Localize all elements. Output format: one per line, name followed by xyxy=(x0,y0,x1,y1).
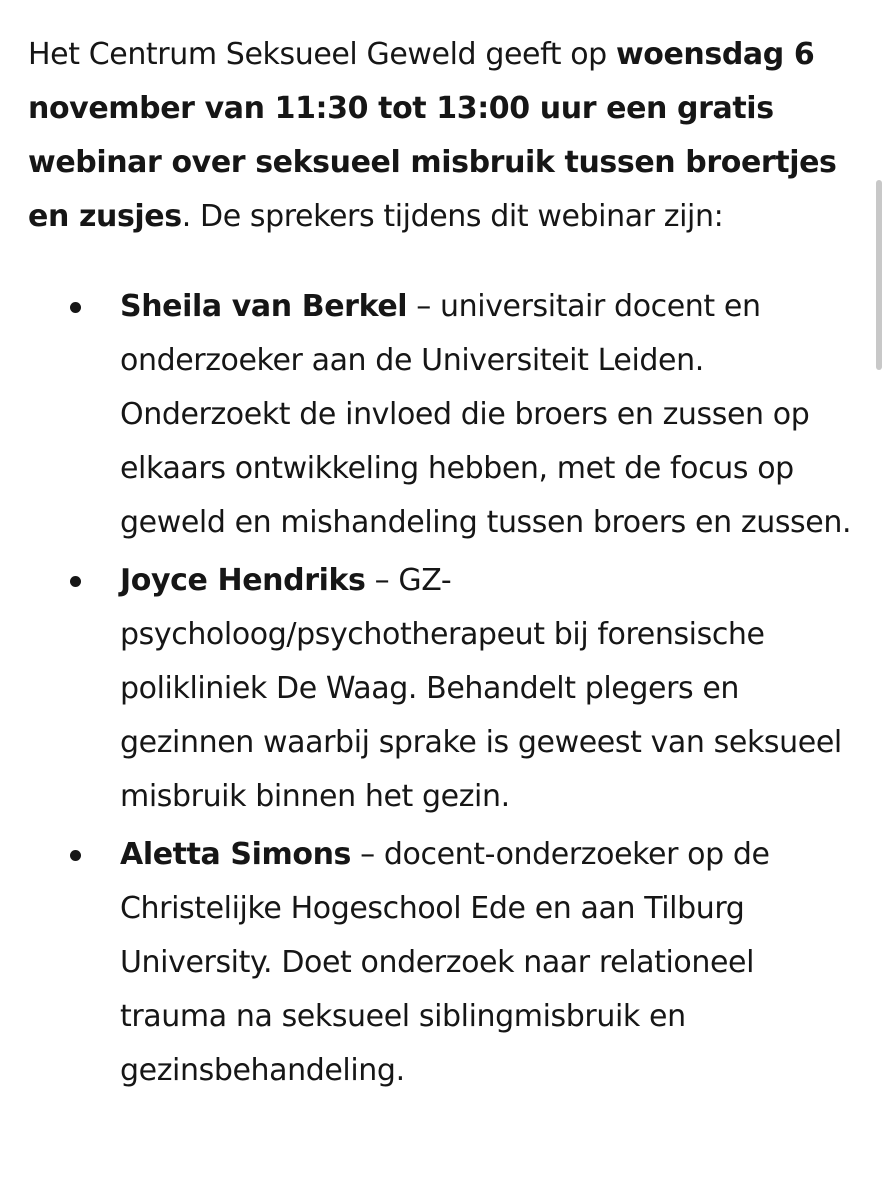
speaker-description: – docent-onderzoeker op de Christelijke Hogeschool Ede en aan Tilburg University. Doet onderzoek naar relationeel trauma na seksueel siblingmisbruik en gezinsbehandeling. xyxy=(120,837,770,1088)
event-details: woensdag 6 november van 11:30 tot 13:00 uur een gratis webinar over seksueel misbruik tussen broertjes en zusjes xyxy=(28,37,837,234)
bullet-icon xyxy=(70,850,81,861)
list-item xyxy=(120,280,863,550)
speaker-name: Sheila van Berkel xyxy=(120,289,408,324)
list-item xyxy=(120,828,863,1098)
intro-paragraph xyxy=(28,28,863,244)
intro-text-end: . De sprekers tijdens dit webinar zijn: xyxy=(181,199,724,234)
speaker-description: – GZ-psycholoog/psychotherapeut bij forensische polikliniek De Waag. Behandelt plegers en gezinnen waarbij sprake is geweest van seksueel misbruik binnen het gezin. xyxy=(120,563,842,814)
speaker-list xyxy=(28,280,863,1098)
speaker-name: Joyce Hendriks xyxy=(120,563,366,598)
intro-text: Het Centrum Seksueel Geweld geeft op xyxy=(28,37,616,72)
bullet-icon xyxy=(70,302,81,313)
list-item xyxy=(120,554,863,824)
article-body xyxy=(28,28,863,1102)
speaker-description: – universitair docent en onderzoeker aan de Universiteit Leiden. Onderzoekt de invloed die broers en zussen op elkaars ontwikkeling hebben, met de focus op geweld en mishandeling tussen broers en zussen. xyxy=(120,289,852,540)
speaker-name: Aletta Simons xyxy=(120,837,351,872)
bullet-icon xyxy=(70,576,81,587)
scrollbar[interactable] xyxy=(876,180,882,370)
